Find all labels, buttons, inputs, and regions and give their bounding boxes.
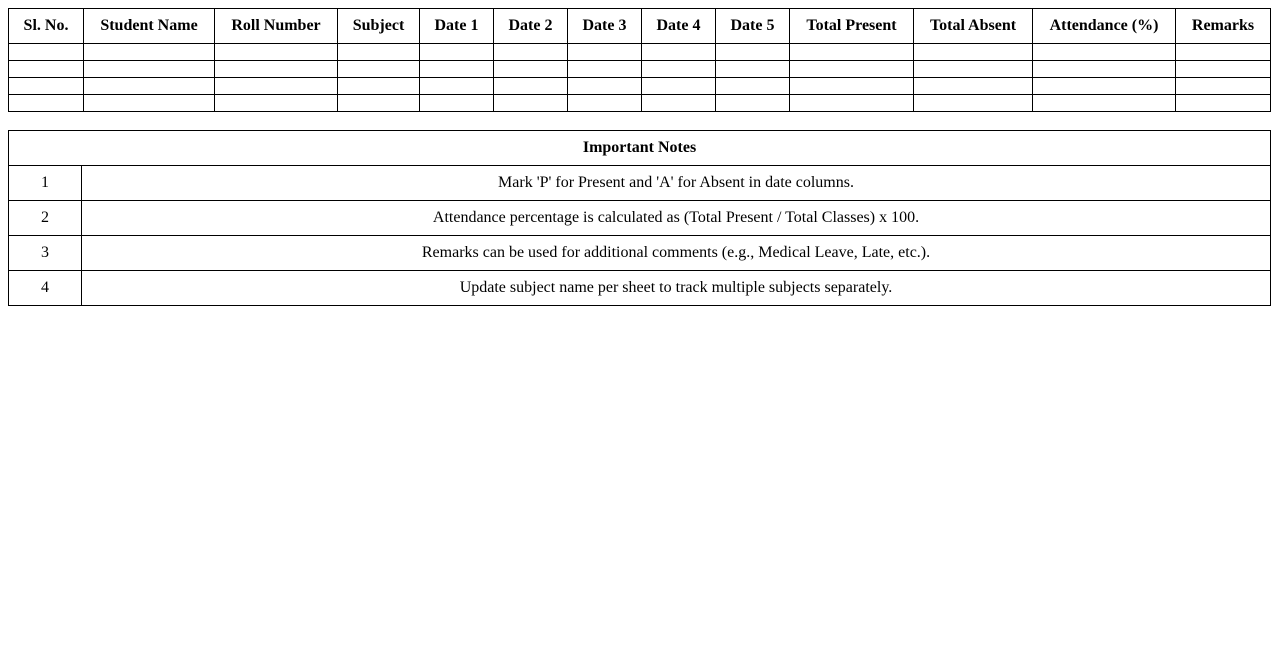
table-cell[interactable] <box>914 44 1033 61</box>
header-date-3: Date 3 <box>568 9 642 44</box>
table-cell[interactable] <box>420 61 494 78</box>
header-sl-no: Sl. No. <box>9 9 84 44</box>
table-cell[interactable] <box>642 44 716 61</box>
table-cell[interactable] <box>338 44 420 61</box>
table-cell[interactable] <box>9 78 84 95</box>
table-cell[interactable] <box>494 78 568 95</box>
table-cell[interactable] <box>1033 61 1176 78</box>
note-number: 4 <box>9 271 82 306</box>
table-cell[interactable] <box>568 95 642 112</box>
header-total-present: Total Present <box>790 9 914 44</box>
header-date-2: Date 2 <box>494 9 568 44</box>
table-row <box>9 44 1271 61</box>
table-cell[interactable] <box>84 61 215 78</box>
notes-title: Important Notes <box>9 131 1271 166</box>
table-cell[interactable] <box>716 95 790 112</box>
note-row <box>9 236 1271 271</box>
note-text: Attendance percentage is calculated as (Total Present / Total Classes) x 100. <box>82 201 1271 236</box>
header-attendance-percent: Attendance (%) <box>1033 9 1176 44</box>
notes-header-row <box>9 131 1271 166</box>
table-cell[interactable] <box>1033 95 1176 112</box>
table-cell[interactable] <box>716 44 790 61</box>
table-cell[interactable] <box>914 61 1033 78</box>
table-cell[interactable] <box>215 95 338 112</box>
table-cell[interactable] <box>568 78 642 95</box>
table-cell[interactable] <box>9 44 84 61</box>
table-cell[interactable] <box>215 61 338 78</box>
table-cell[interactable] <box>568 61 642 78</box>
table-cell[interactable] <box>215 78 338 95</box>
table-cell[interactable] <box>420 95 494 112</box>
table-cell[interactable] <box>790 78 914 95</box>
table-cell[interactable] <box>9 61 84 78</box>
table-cell[interactable] <box>420 78 494 95</box>
note-text: Update subject name per sheet to track multiple subjects separately. <box>82 271 1271 306</box>
table-cell[interactable] <box>215 44 338 61</box>
table-cell[interactable] <box>1176 61 1271 78</box>
header-roll-number: Roll Number <box>215 9 338 44</box>
table-cell[interactable] <box>84 78 215 95</box>
table-cell[interactable] <box>338 78 420 95</box>
table-cell[interactable] <box>642 61 716 78</box>
header-date-1: Date 1 <box>420 9 494 44</box>
table-cell[interactable] <box>420 44 494 61</box>
table-row <box>9 61 1271 78</box>
attendance-table <box>8 8 1271 112</box>
table-cell[interactable] <box>568 44 642 61</box>
table-cell[interactable] <box>1176 44 1271 61</box>
header-remarks: Remarks <box>1176 9 1271 44</box>
header-date-4: Date 4 <box>642 9 716 44</box>
table-cell[interactable] <box>716 78 790 95</box>
table-cell[interactable] <box>914 95 1033 112</box>
header-subject: Subject <box>338 9 420 44</box>
table-cell[interactable] <box>9 95 84 112</box>
note-row <box>9 166 1271 201</box>
note-number: 2 <box>9 201 82 236</box>
attendance-header-row <box>9 9 1271 44</box>
table-cell[interactable] <box>1176 78 1271 95</box>
table-cell[interactable] <box>914 78 1033 95</box>
note-number: 1 <box>9 166 82 201</box>
table-cell[interactable] <box>1176 95 1271 112</box>
header-student-name: Student Name <box>84 9 215 44</box>
attendance-body <box>9 44 1271 112</box>
table-cell[interactable] <box>642 78 716 95</box>
header-date-5: Date 5 <box>716 9 790 44</box>
table-cell[interactable] <box>1033 44 1176 61</box>
table-cell[interactable] <box>84 95 215 112</box>
note-row <box>9 201 1271 236</box>
table-cell[interactable] <box>494 61 568 78</box>
notes-table <box>8 130 1271 306</box>
note-text: Mark 'P' for Present and 'A' for Absent in date columns. <box>82 166 1271 201</box>
table-row <box>9 78 1271 95</box>
table-cell[interactable] <box>790 95 914 112</box>
header-total-absent: Total Absent <box>914 9 1033 44</box>
table-cell[interactable] <box>716 61 790 78</box>
table-cell[interactable] <box>494 44 568 61</box>
note-text: Remarks can be used for additional comments (e.g., Medical Leave, Late, etc.). <box>82 236 1271 271</box>
table-row <box>9 95 1271 112</box>
table-cell[interactable] <box>494 95 568 112</box>
note-row <box>9 271 1271 306</box>
table-cell[interactable] <box>790 44 914 61</box>
note-number: 3 <box>9 236 82 271</box>
table-cell[interactable] <box>790 61 914 78</box>
table-cell[interactable] <box>84 44 215 61</box>
table-cell[interactable] <box>642 95 716 112</box>
table-cell[interactable] <box>338 61 420 78</box>
table-cell[interactable] <box>1033 78 1176 95</box>
table-cell[interactable] <box>338 95 420 112</box>
